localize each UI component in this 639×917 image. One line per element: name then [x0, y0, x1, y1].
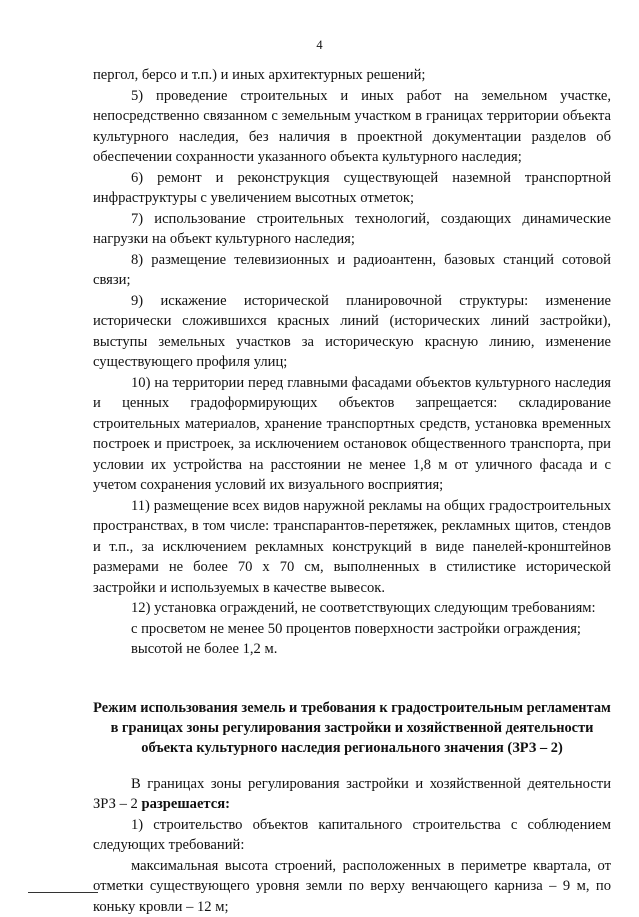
list-item-5: 5) проведение строительных и иных работ на земельном участке, непосредственно связанном с земельным участком в границах территории объекта культурного наследия, без наличия в проектной документации разделов об обеспечении сохранности указанного объекта культурного наследия; [93, 86, 611, 168]
height-requirement: максимальная высота строений, расположенных в периметре квартала, от отметки существующего уровня земли по верху венчающего карниза – 9 м, по коньку кровли – 12 м; [93, 856, 611, 917]
section-spacer [93, 660, 611, 670]
list-item-8: 8) размещение телевизионных и радиоантенн, базовых станций сотовой связи; [93, 250, 611, 291]
zrz-intro-bold: разрешается: [141, 796, 230, 812]
list-item-7: 7) использование строительных технологий, создающих динамические нагрузки на объект культурного наследия; [93, 209, 611, 250]
list-item-12: 12) установка ограждений, не соответствующих следующим требованиям: [93, 598, 611, 619]
document-body [93, 65, 611, 917]
paragraph-continuation: пергол, берсо и т.п.) и иных архитектурных решений; [93, 65, 611, 86]
allowed-item-1: 1) строительство объектов капитального строительства с соблюдением следующих требований: [93, 815, 611, 856]
page-number: 4 [0, 37, 639, 53]
list-item-9: 9) искажение исторической планировочной структуры: изменение исторически сложившихся красных линий (исторических линий застройки), выступы земельных участков за историческую красную линию, изменение существующего профиля улиц; [93, 291, 611, 373]
list-item-6: 6) ремонт и реконструкция существующей наземной транспортной инфраструктуры с увеличением высотных отметок; [93, 168, 611, 209]
section-heading: Режим использования земель и требования к градостроительным регламентам в границах зоны регулирования застройки и хозяйственной деятельности объекта культурного наследия регионального значения (ЗРЗ – 2) [93, 698, 611, 758]
fence-requirement-2: высотой не более 1,2 м. [93, 639, 611, 660]
zrz-intro-paragraph [93, 774, 611, 815]
list-item-10: 10) на территории перед главными фасадами объектов культурного наследия и ценных градоформирующих объектов запрещается: складирование строительных материалов, хранение транспортных средств, установка временных построек и пристроек, за исключением остановок общественного транспорта, при условии их устройства на расстоянии не менее 1,8 м от уличного фасада и с учетом сохранения условий их визуального восприятия; [93, 373, 611, 496]
footnote-divider [28, 892, 98, 893]
list-item-11: 11) размещение всех видов наружной рекламы на общих градостроительных пространствах, в том числе: транспарантов-перетяжек, рекламных щитов, стендов и т.п., за исключением рекламных конструкций в виде панелей-кронштейнов размерами не более 70 х 70 см, выполненных в стилистике исторической застройки и используемых в качестве вывесок. [93, 496, 611, 599]
zrz-intro-text: В границах зоны регулирования застройки и хозяйственной деятельности ЗРЗ – 2 [93, 776, 611, 813]
fence-requirement-1: с просветом не менее 50 процентов поверхности застройки ограждения; [93, 619, 611, 640]
